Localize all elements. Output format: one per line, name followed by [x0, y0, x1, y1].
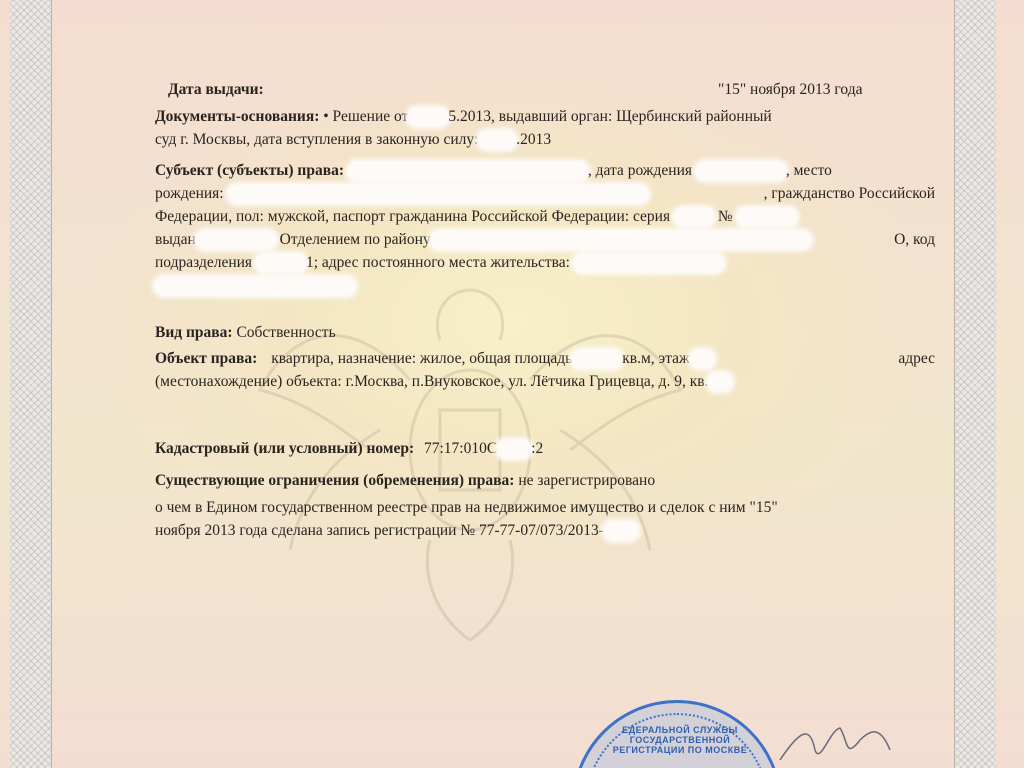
issue-label: Дата выдачи:	[168, 81, 264, 98]
redaction	[478, 131, 516, 149]
encumbrance-label: Существующие ограничения (обременения) права:	[155, 472, 515, 489]
cadastral-value: 77:17:010С	[423, 440, 498, 457]
left-guilloche-border	[10, 0, 52, 768]
subject-text-10: подразделения	[155, 254, 253, 271]
right-guilloche-border	[954, 0, 996, 768]
registry-text-1: о чем в Едином государственном реестре прав на недвижимое имущество и сделок с ним "15"	[155, 499, 778, 516]
redaction	[574, 254, 724, 272]
redaction	[737, 208, 797, 226]
basis-label: Документы-основания:	[155, 108, 320, 125]
basis-text-1: • Решение от	[323, 108, 409, 125]
basis-row-1	[155, 106, 935, 128]
redaction	[696, 162, 786, 180]
object-text-1: квартира, назначение: жилое, общая площадь	[271, 350, 573, 367]
subject-text-11: 1; адрес постоянного места жительства:	[305, 254, 570, 271]
redaction	[155, 277, 355, 295]
registry-text-2: ноября 2013 года сделана запись регистрации № 77-77-07/073/2013-	[155, 522, 604, 539]
issue-row	[155, 79, 935, 101]
right-type-value: Собственность	[236, 324, 336, 341]
subject-label: Субъект (субъекты) права:	[155, 162, 344, 179]
redaction	[408, 108, 448, 126]
official-seal-stamp	[572, 700, 782, 768]
registry-row-1	[155, 497, 935, 519]
redaction	[228, 185, 648, 203]
cadastral-label: Кадастровый (или условный) номер:	[155, 440, 415, 457]
redaction	[431, 231, 811, 249]
subject-text-2: , место	[785, 162, 832, 179]
subject-text-4: , гражданство Российской	[763, 185, 935, 202]
issue-date: "15" ноября 2013 года	[718, 81, 863, 98]
subject-text-7: выдан	[155, 231, 196, 248]
subject-text-6: №	[717, 208, 733, 225]
right-type-row	[155, 322, 935, 344]
redaction	[572, 350, 622, 368]
redaction	[708, 373, 732, 391]
encumbrance-row	[155, 470, 935, 492]
subject-text-5: Федерации, пол: мужской, паспорт гражданина Российской Федерации: серия	[155, 208, 671, 225]
subject-row-6	[155, 275, 935, 297]
redaction	[497, 440, 531, 458]
encumbrance-value: не зарегистрировано	[518, 472, 656, 489]
subject-text-1: , дата рождения	[587, 162, 692, 179]
subject-row-2	[155, 183, 935, 205]
object-text-3: адрес	[898, 350, 935, 367]
right-type-label: Вид права:	[155, 324, 233, 341]
redaction	[256, 254, 306, 272]
subject-row-5	[155, 252, 935, 274]
subject-row-1	[155, 160, 935, 182]
object-text-4: (местонахождение) объекта: г.Москва, п.Внуковское, ул. Лётчика Грицевца, д. 9, кв.	[155, 373, 709, 390]
basis-text-4: .2013	[516, 131, 552, 148]
basis-row-2	[155, 129, 935, 151]
cadastral-tail: :2	[531, 440, 544, 457]
subject-text-9: О, код	[894, 231, 935, 248]
redaction	[674, 208, 714, 226]
redaction	[604, 522, 638, 540]
redaction	[196, 231, 276, 249]
registry-row-2	[155, 520, 935, 542]
redaction	[690, 350, 714, 368]
subject-text-3: рождения:	[155, 185, 224, 202]
subject-row-4	[155, 229, 935, 251]
object-row-2	[155, 371, 935, 393]
cadastral-row	[155, 438, 935, 460]
subject-text-8: Отделением по району	[279, 231, 431, 248]
stamp-text: ЕДЕРАЛЬНОЙ СЛУЖБЫ ГОСУДАРСТВЕННОЙ РЕГИСТРАЦИИ ПО МОСКВЕ	[612, 725, 748, 755]
object-row-1	[155, 348, 935, 370]
object-text-2: кв.м, этаж	[622, 350, 690, 367]
basis-text-3: суд г. Москвы, дата вступления в законную силу:	[155, 131, 479, 148]
signature-icon	[770, 720, 910, 768]
subject-row-3	[155, 206, 935, 228]
object-label: Объект права:	[155, 350, 258, 367]
basis-text-2: 5.2013, выдавший орган: Щербинский районный	[448, 108, 772, 125]
redaction	[348, 162, 588, 180]
